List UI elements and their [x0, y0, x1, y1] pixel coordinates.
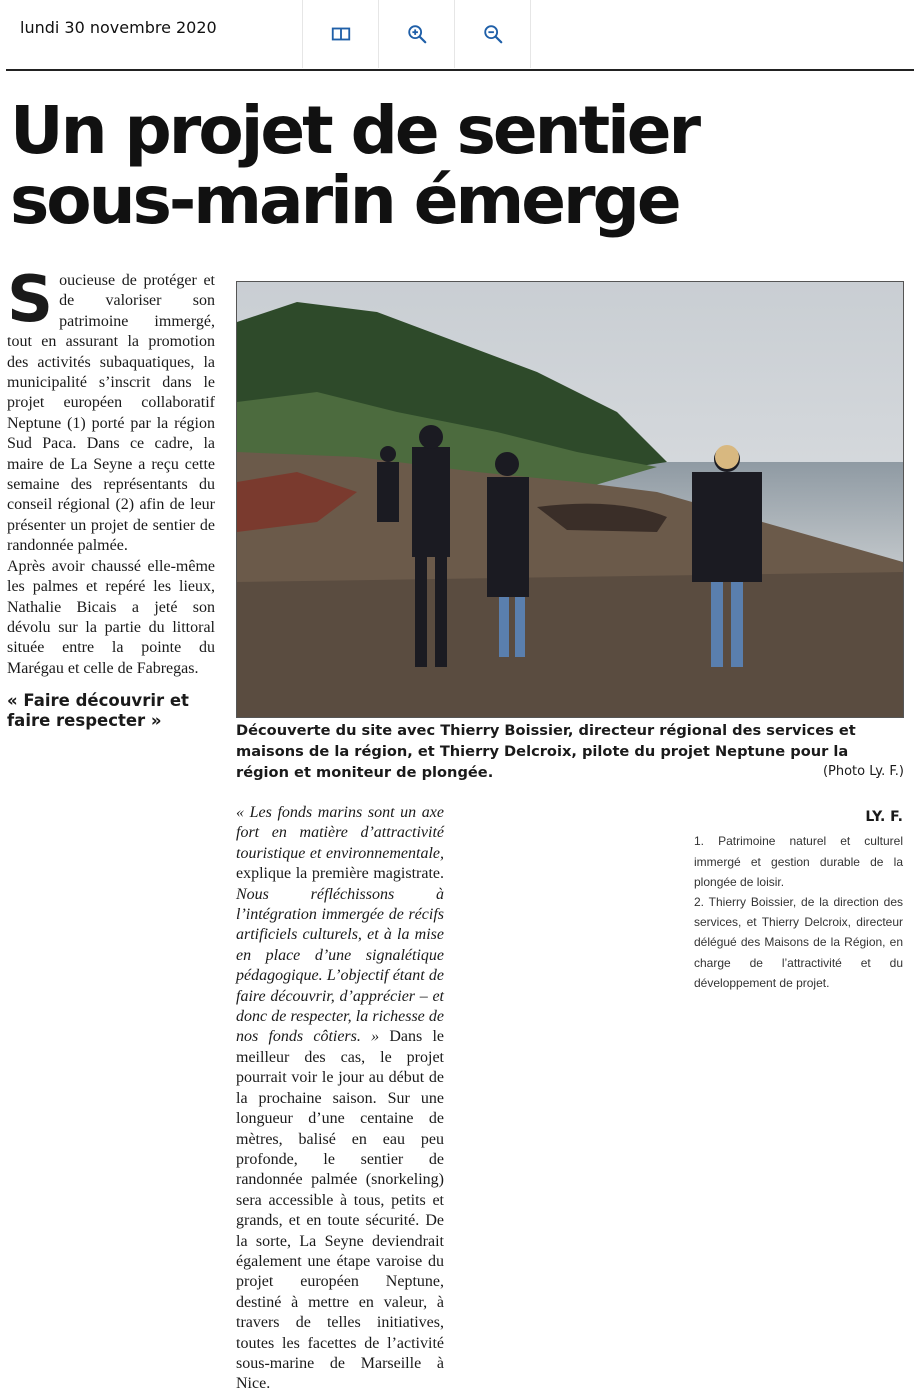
reader-toolbar: [0, 0, 914, 68]
toolbar-divider: [530, 0, 531, 68]
issue-date: lundi 30 novembre 2020: [20, 18, 217, 37]
photo-caption: Découverte du site avec Thierry Boissier, directeur régional des services et maisons de la région, et Thierry Delcroix, pilote du projet Neptune pour la région et moniteur de plongée.: [236, 722, 856, 781]
second-paragraph: Après avoir chaussé elle-même les palmes et repéré les lieux, Nathalie Bicais a jeté son dévolu sur la partie du littoral située entre la pointe du Marégau et celle de Fabregas.: [7, 557, 215, 677]
zoom-out-icon: [482, 23, 504, 45]
body-paragraph: Dans le meilleur des cas, le projet pourrait voir le jour au début de la prochaine saison. Sur une longueur d’une centaine de mètres, balisé en eau peu profonde, le sentier de randonnée palmée (snorkeling) sera accessible à tous, petits et grands, et en toute sécurité. De la sorte, La Seyne deviendrait également une étape varoise du projet européen Neptune, destiné à mettre en valeur, à travers de telles initiatives, toutes les facettes de l’activité sous-marine de Marseille à Nice.: [236, 1028, 444, 1393]
article-photo: [236, 281, 904, 718]
footnote-1: 1. Patrimoine naturel et culturel immergé et gestion durable de la plongée de loisir.: [694, 834, 903, 889]
article-column-4: [694, 803, 903, 993]
zoom-in-button[interactable]: [378, 0, 455, 68]
headline-line-1: Un projet de sentier: [10, 92, 699, 169]
headline-line-2: sous-marin émerge: [10, 162, 679, 239]
drop-cap: S: [7, 263, 54, 337]
page-view-button[interactable]: [302, 0, 379, 68]
lead-paragraph: oucieuse de protéger et de valoriser son patrimoine immergé, tout en assurant la promotion des activités subaquatiques, la municipalité s’inscrit dans le projet européen collaboratif Neptune (1) porté par la région Sud Paca. Dans ce cadre, la maire de La Seyne a reçu cette semaine des représentants du conseil régional (2) afin de leur présenter un projet de sentier de randonnée palmée.: [7, 272, 215, 555]
quote-part-1: « Les fonds marins sont un axe fort en matière d’attractivité touristique et environnementale,: [236, 804, 444, 862]
zoom-out-button[interactable]: [454, 0, 531, 68]
quote-part-2: Nous réfléchissons à l’intégration immergée de récifs artificiels culturels, et à la mise en place d’une signalétique pédagogique. L’objectif étant de faire découvrir, d’apprécier – et donc de respecter, la richesse de nos fonds côtiers. »: [236, 885, 444, 1046]
article-headline: [10, 92, 910, 239]
beach-photo-illustration: [237, 282, 903, 717]
quote-paragraph: [236, 803, 444, 1395]
photo-credit: (Photo Ly. F.): [822, 764, 904, 779]
zoom-in-icon: [406, 23, 428, 45]
book-icon: [330, 23, 352, 45]
author-signature: LY. F.: [865, 809, 903, 825]
subheading: « Faire découvrir et faire respecter »: [7, 691, 189, 731]
article-column-2: [236, 803, 444, 1395]
footnote-2: 2. Thierry Boissier, de la direction des services, et Thierry Delcroix, directeur délégué des Maisons de la Région, en charge de l’attractivité et du développement de projet.: [694, 895, 903, 990]
header-rule: [6, 69, 914, 71]
footnotes: [694, 831, 903, 993]
quote-attribution: explique la première magistrate.: [236, 865, 444, 883]
article-column-1: [7, 263, 215, 737]
